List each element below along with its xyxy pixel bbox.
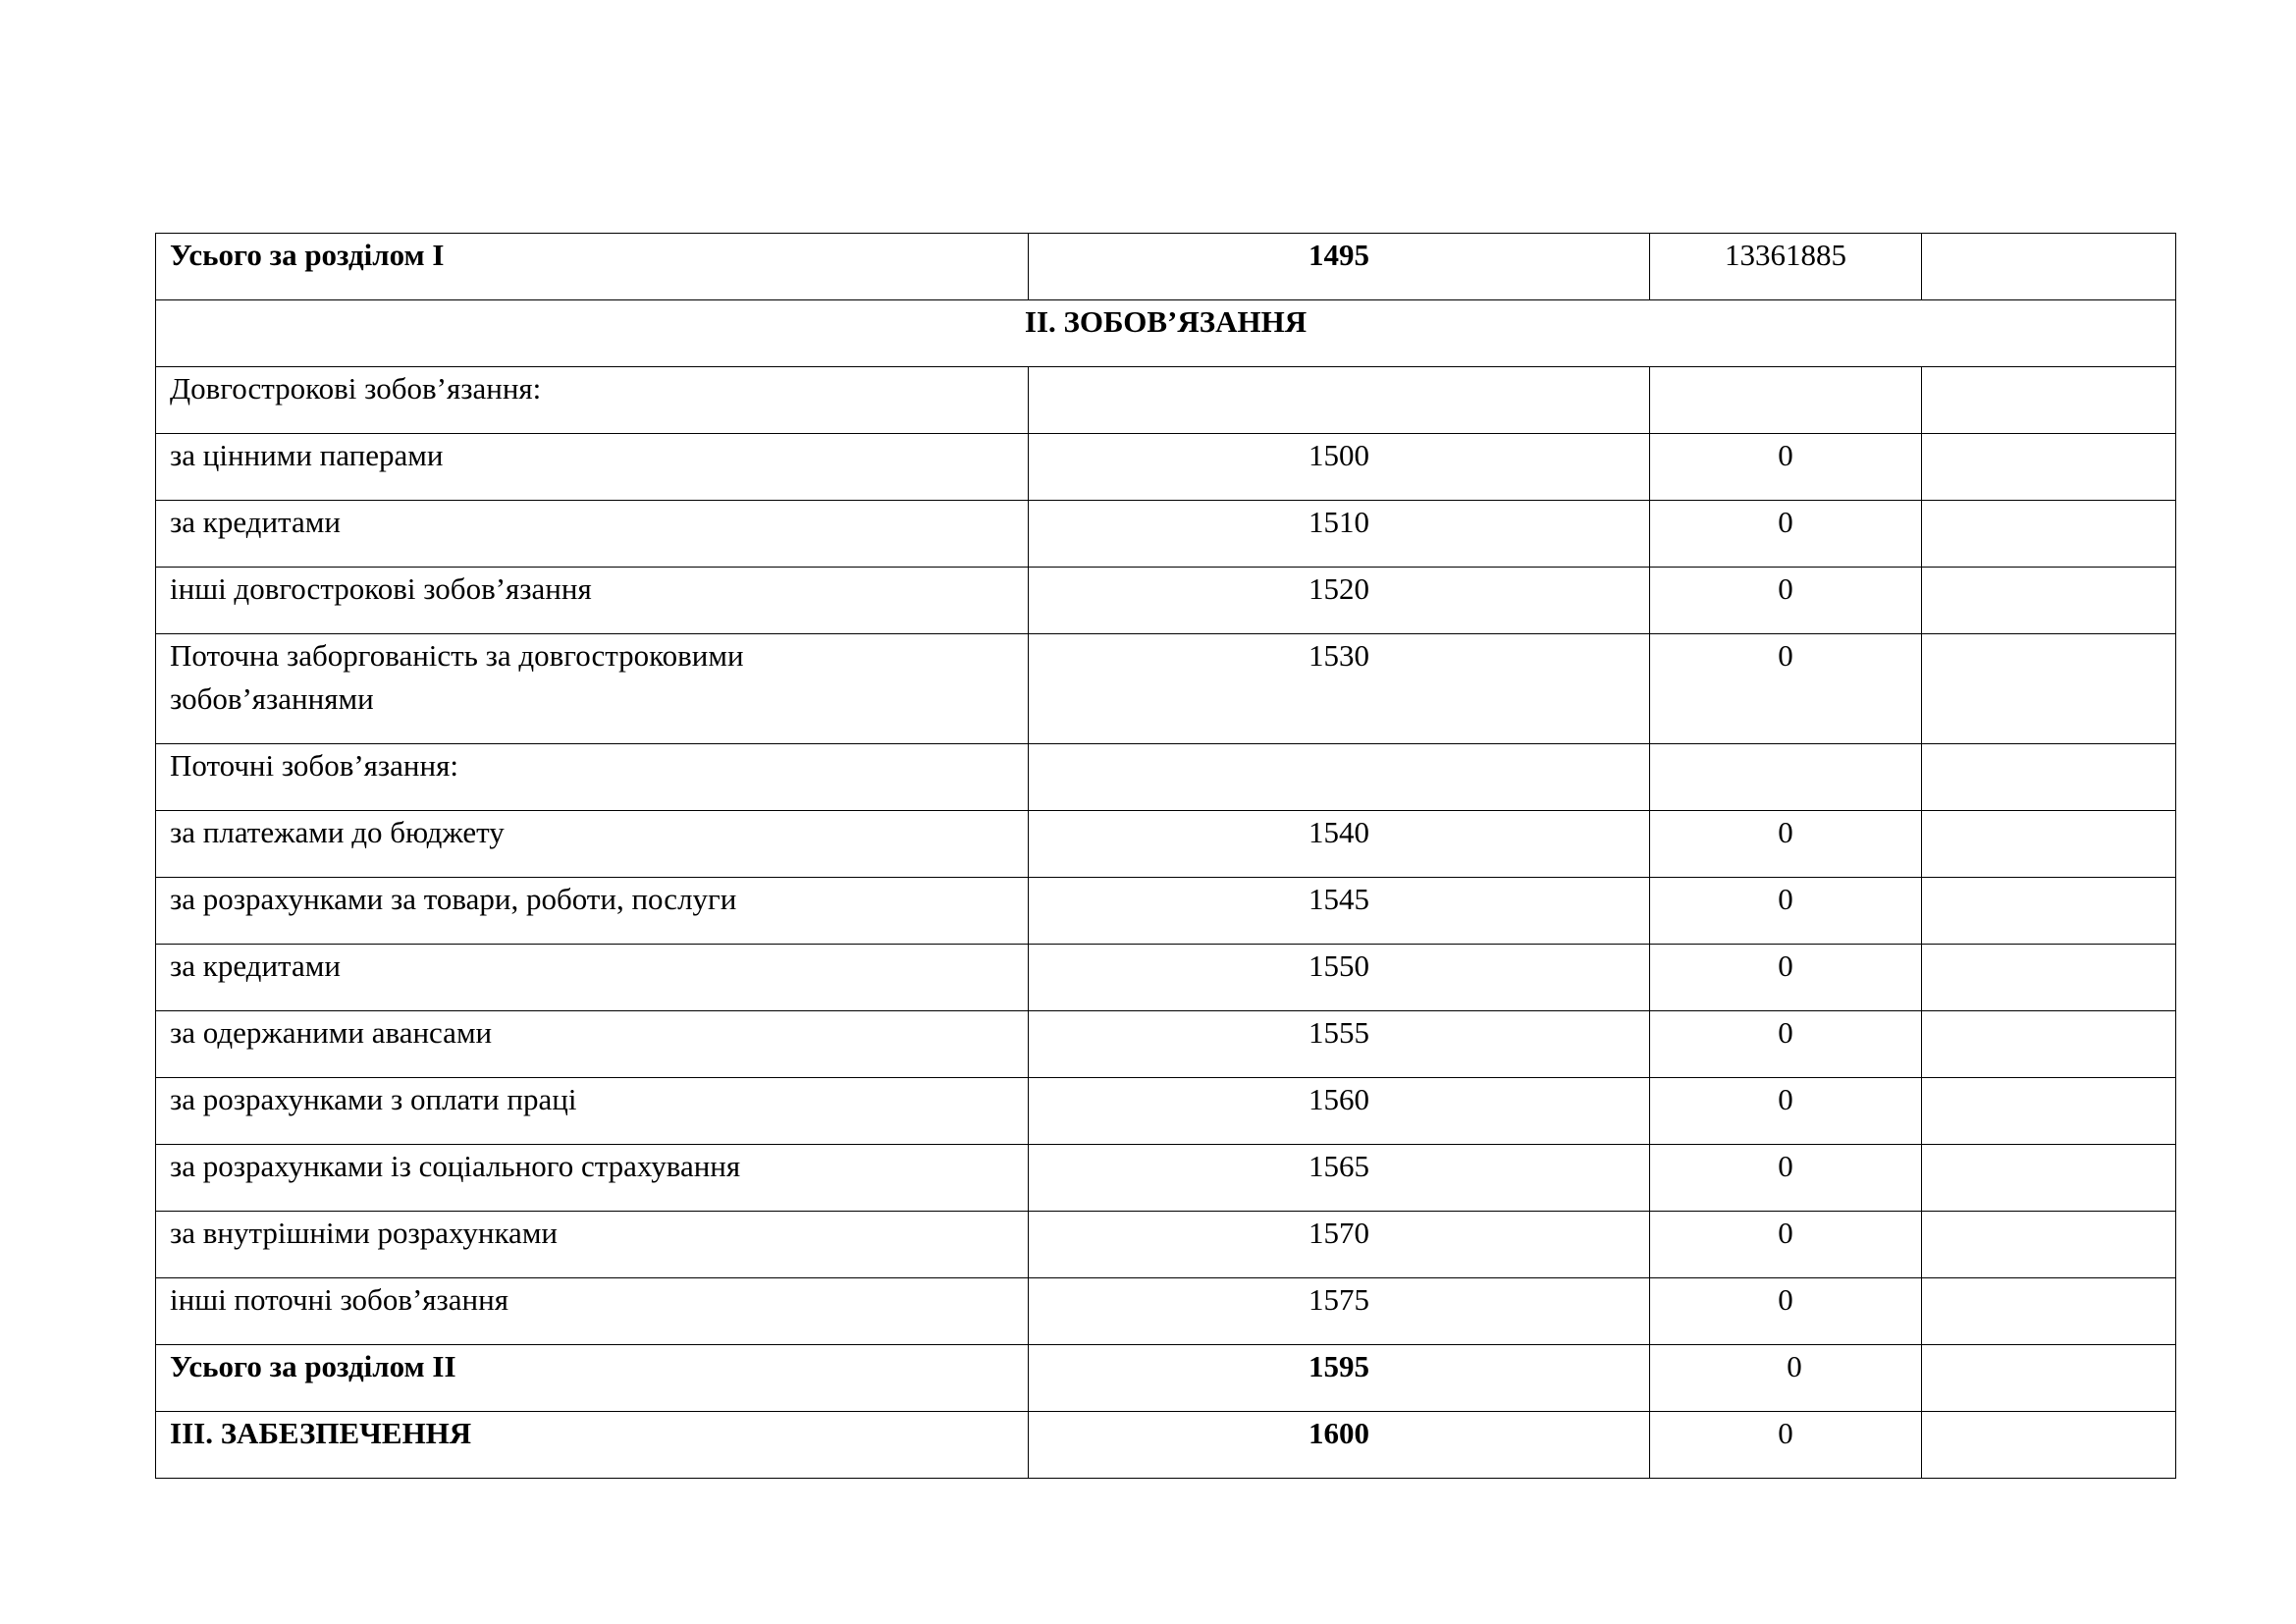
row-value: 0 xyxy=(1650,1278,1922,1345)
table-row xyxy=(156,1278,2176,1345)
row-code: 1600 xyxy=(1029,1412,1650,1479)
row-value: 0 xyxy=(1650,501,1922,568)
row-extra xyxy=(1922,811,2176,878)
row-extra xyxy=(1922,634,2176,744)
table-row xyxy=(156,811,2176,878)
row-value: 0 xyxy=(1650,1212,1922,1278)
row-code: 1500 xyxy=(1029,434,1650,501)
row-value: 0 xyxy=(1650,878,1922,945)
row-label: Усього за розділом II xyxy=(156,1345,1029,1412)
table-row xyxy=(156,878,2176,945)
row-value: 13361885 xyxy=(1650,234,1922,300)
section-title-liabilities: II. ЗОБОВ’ЯЗАННЯ xyxy=(156,300,2176,367)
row-extra xyxy=(1922,568,2176,634)
row-extra xyxy=(1922,234,2176,300)
row-code: 1540 xyxy=(1029,811,1650,878)
table-row xyxy=(156,1145,2176,1212)
row-value: 0 xyxy=(1650,434,1922,501)
row-value: 0 xyxy=(1650,811,1922,878)
row-label-line: зобов’язаннями xyxy=(170,681,374,716)
row-extra xyxy=(1922,1345,2176,1412)
row-value: 0 xyxy=(1650,1078,1922,1145)
row-value: 0 xyxy=(1650,1345,1922,1412)
row-extra xyxy=(1922,1145,2176,1212)
row-value: 0 xyxy=(1650,1011,1922,1078)
row-label: за цінними паперами xyxy=(156,434,1029,501)
balance-table xyxy=(155,233,2176,1479)
table-row xyxy=(156,367,2176,434)
row-extra xyxy=(1922,1212,2176,1278)
table-row-total-section-2 xyxy=(156,1345,2176,1412)
row-code: 1560 xyxy=(1029,1078,1650,1145)
row-code: 1495 xyxy=(1029,234,1650,300)
row-extra xyxy=(1922,1412,2176,1479)
row-label xyxy=(156,634,1029,744)
row-label-line: Поточна заборгованість за довгостроковими xyxy=(170,638,744,673)
row-code: 1575 xyxy=(1029,1278,1650,1345)
row-label: за внутрішніми розрахунками xyxy=(156,1212,1029,1278)
row-code: 1570 xyxy=(1029,1212,1650,1278)
table-row xyxy=(156,1212,2176,1278)
row-extra xyxy=(1922,367,2176,434)
table-row xyxy=(156,568,2176,634)
row-extra xyxy=(1922,744,2176,811)
table-row xyxy=(156,634,2176,744)
row-code: 1545 xyxy=(1029,878,1650,945)
table-row xyxy=(156,434,2176,501)
row-label: за розрахунками із соціального страхування xyxy=(156,1145,1029,1212)
row-label: за кредитами xyxy=(156,501,1029,568)
row-extra xyxy=(1922,1011,2176,1078)
row-label: за розрахунками за товари, роботи, послуги xyxy=(156,878,1029,945)
row-value: 0 xyxy=(1650,1145,1922,1212)
row-value: 0 xyxy=(1650,1412,1922,1479)
row-code: 1510 xyxy=(1029,501,1650,568)
row-label: Поточні зобов’язання: xyxy=(156,744,1029,811)
row-code xyxy=(1029,367,1650,434)
row-extra xyxy=(1922,434,2176,501)
row-value: 0 xyxy=(1650,568,1922,634)
row-extra xyxy=(1922,945,2176,1011)
row-code: 1565 xyxy=(1029,1145,1650,1212)
table-row xyxy=(156,945,2176,1011)
row-code: 1550 xyxy=(1029,945,1650,1011)
row-value: 0 xyxy=(1650,945,1922,1011)
row-code: 1595 xyxy=(1029,1345,1650,1412)
table-row xyxy=(156,1011,2176,1078)
row-label: за платежами до бюджету xyxy=(156,811,1029,878)
table-row xyxy=(156,501,2176,568)
row-code: 1555 xyxy=(1029,1011,1650,1078)
row-label: за одержаними авансами xyxy=(156,1011,1029,1078)
row-label: за кредитами xyxy=(156,945,1029,1011)
table-row-provisions xyxy=(156,1412,2176,1479)
table-row xyxy=(156,1078,2176,1145)
row-label: Довгострокові зобов’язання: xyxy=(156,367,1029,434)
row-extra xyxy=(1922,1078,2176,1145)
row-extra xyxy=(1922,1278,2176,1345)
row-code xyxy=(1029,744,1650,811)
row-value xyxy=(1650,367,1922,434)
row-label: інші довгострокові зобов’язання xyxy=(156,568,1029,634)
table-row-section-header xyxy=(156,300,2176,367)
row-label: III. ЗАБЕЗПЕЧЕННЯ xyxy=(156,1412,1029,1479)
row-label: за розрахунками з оплати праці xyxy=(156,1078,1029,1145)
row-extra xyxy=(1922,501,2176,568)
row-code: 1520 xyxy=(1029,568,1650,634)
table-row-total-section-1 xyxy=(156,234,2176,300)
row-value xyxy=(1650,744,1922,811)
table-row xyxy=(156,744,2176,811)
row-label: Усього за розділом I xyxy=(156,234,1029,300)
row-code: 1530 xyxy=(1029,634,1650,744)
row-value: 0 xyxy=(1650,634,1922,744)
row-label: інші поточні зобов’язання xyxy=(156,1278,1029,1345)
row-extra xyxy=(1922,878,2176,945)
